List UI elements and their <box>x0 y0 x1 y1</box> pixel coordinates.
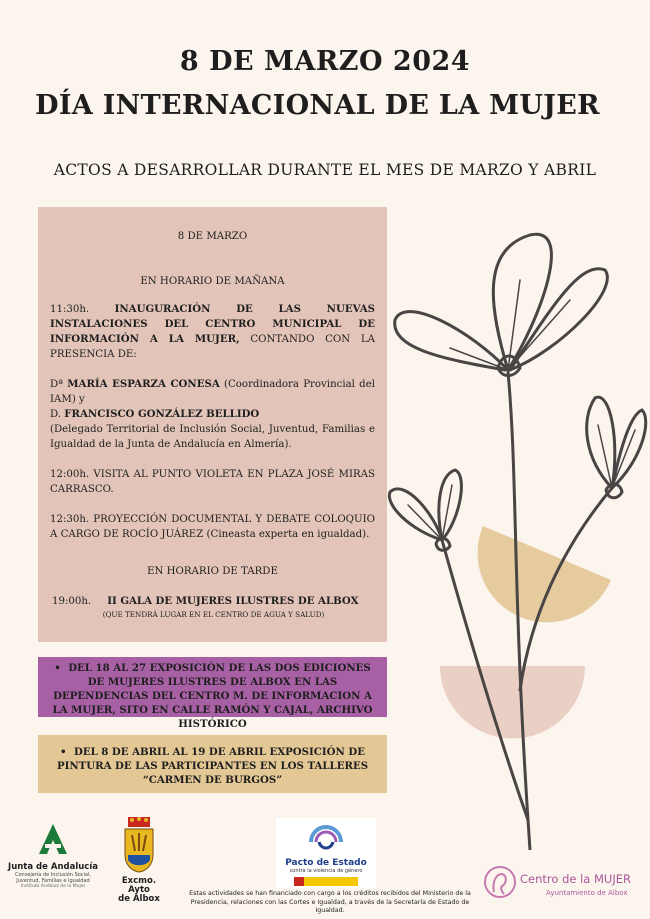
morning-heading: EN HORARIO DE MAÑANA <box>140 276 285 287</box>
event1-title: INAUGURACIÓN DE LAS NUEVAS INSTALACIONES DEL CENTRO MUNICIPAL DE INFORMACIÓN A LA MUJER, <box>50 303 375 345</box>
date-title: 8 DE MARZO 2024 <box>179 46 471 77</box>
event1-rest: CONTANDO CON LA PRESENCIA DE: <box>50 334 376 360</box>
person1-role: (Coordinadora Provincial del IAM) y <box>50 379 375 405</box>
ayto-albox-logo <box>110 815 168 904</box>
event4-title: II GALA DE MUJERES ILUSTRES DE ALBOX <box>107 595 359 607</box>
funding-text: Estas actividades se han financiado con cargo a los créditos recibidos del Ministerio de la Presidencia, relaciones con las Cortes e Igualdad, a través de la Secretaría de Estado de Igualdad. <box>189 890 471 914</box>
centro-mujer-logo <box>482 862 647 902</box>
exhibition-pintura-box <box>38 735 387 793</box>
guests <box>50 377 375 452</box>
junta-sub: Consejería de Inclusión Social, Juventud, Familias e Igualdad <box>15 872 91 884</box>
person2-role: (Delegado Territorial de Inclusión Social, Juventud, Familias e Igualdad de la Junta de Andalucía en Almería). <box>50 424 375 450</box>
pacto-icon <box>301 820 351 854</box>
exhibition-mujeres-box <box>38 657 387 730</box>
event4-time: 19:00h. <box>52 596 92 607</box>
pink-semicircle <box>440 666 585 739</box>
person1-name: MARÍA ESPARZA CONESA <box>67 378 220 390</box>
subtitle: ACTOS A DESARROLLAR DURANTE EL MES DE MARZO Y ABRIL <box>53 161 597 179</box>
bullet: • <box>54 662 61 674</box>
junta-andalucia-icon <box>35 822 71 856</box>
person2-prefix: D. <box>50 409 62 420</box>
gold-semicircle <box>478 526 611 622</box>
afternoon-heading: EN HORARIO DE TARDE <box>147 566 278 577</box>
main-title: DÍA INTERNACIONAL DE LA MUJER <box>35 90 600 121</box>
shield-icon <box>122 815 156 873</box>
ayto-line1: Excmo. Ayto <box>121 876 157 895</box>
bullet: • <box>59 746 67 758</box>
event-punto-violeta: 12:00h. VISITA AL PUNTO VIOLETA EN PLAZA JOSÉ MIRAS CARRASCO. <box>50 469 375 495</box>
exhibition-pintura-text: DEL 8 DE ABRIL AL 19 DE ABRIL EXPOSICIÓN DE PINTURA DE LAS PARTICIPANTES EN LOS TALLERES “CARMEN DE BURGOS” <box>56 746 369 786</box>
event-inauguration <box>50 302 375 362</box>
ayto-line2: de Albox <box>118 894 160 904</box>
pacto-sub: contra la violencia de género <box>289 868 363 874</box>
pacto-estado-logo <box>276 818 376 888</box>
day-heading: 8 DE MARZO <box>177 231 248 242</box>
person2-name: FRANCISCO GONZÁLEZ BELLIDO <box>64 408 260 420</box>
junta-sub2: Instituto Andaluz de la Mujer <box>20 884 86 889</box>
event-proyeccion: 12:30h. PROYECCIÓN DOCUMENTAL Y DEBATE COLOQUIO A CARGO DE ROCÍO JUÁREZ (Cineasta experta en igualdad). <box>50 514 375 540</box>
junta-andalucia-logo <box>8 822 98 890</box>
centro-sub: Ayuntamiento de Albox <box>546 889 628 897</box>
person1-prefix: Dª <box>50 379 64 390</box>
centro-title: Centro de la MUJER <box>520 872 631 886</box>
event4-note: (QUE TENDRÁ LUGAR EN EL CENTRO DE AGUA Y SALUD) <box>102 610 325 619</box>
event-gala <box>50 594 375 620</box>
event1-time: 11:30h. <box>50 304 90 315</box>
main-schedule-box <box>38 207 387 642</box>
gobierno-flag-bar <box>294 877 358 886</box>
exhibition-mujeres-text: DEL 18 AL 27 EXPOSICIÓN DE LAS DOS EDICIONES DE MUJERES ILUSTRES DE ALBOX EN LAS DEPENDENCIAS DEL CENTRO M. DE INFORMACION A LA MUJER, SITO EN CALLE RAMÓN Y CAJAL, ARCHIVO HISTÓRICO <box>52 662 373 730</box>
woman-profile-icon <box>482 864 518 900</box>
pacto-title: Pacto de Estado <box>285 858 367 868</box>
flower-illustration <box>380 220 650 850</box>
junta-name: Junta de Andalucía <box>8 862 98 872</box>
